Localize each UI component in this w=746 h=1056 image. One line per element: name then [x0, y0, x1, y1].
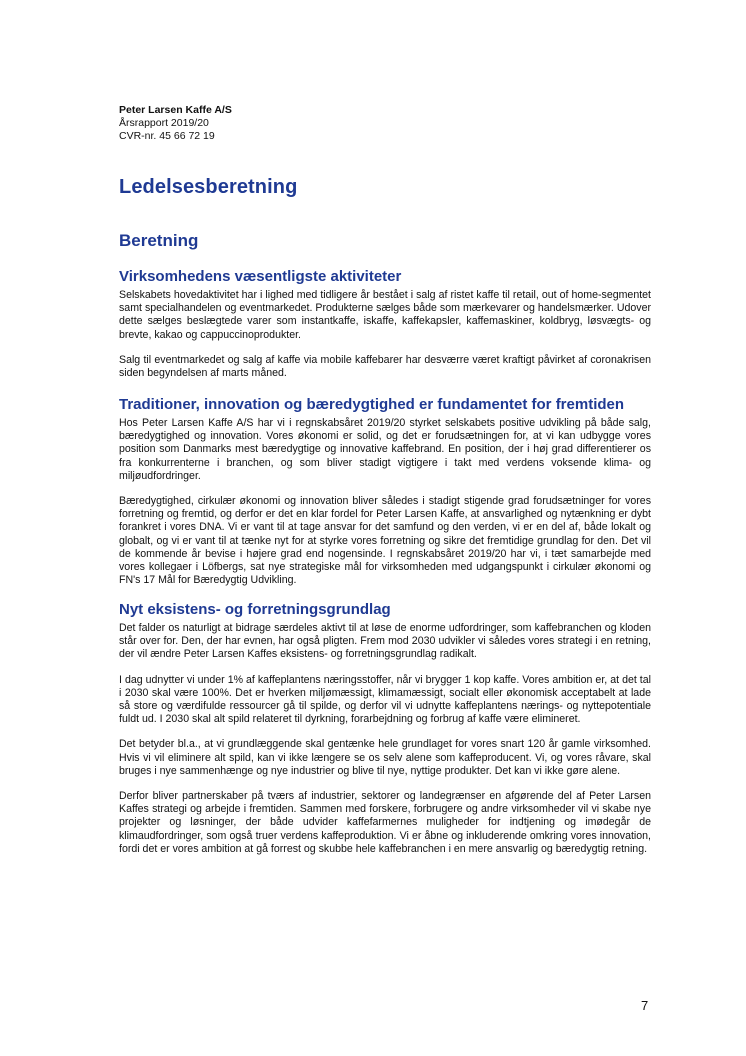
paragraph: Bæredygtighed, cirkulær økonomi og innovation bliver således i stadigt stigende grad forudsætninger for vores forretning og fremtid, og derfor er det en klar fordel for Peter Larsen Kaffe, at ansvarlighed og nytænkning er dybt forankret i vores DNA. Vi er vant til at tage ansvar for det samfund og den verden, vi er en del af, både lokalt og globalt, og vi er vant til at tænke nyt for at styrke vores forretning og sikre det fremtidige grundlag for den. Det vil de kommende år bevise i højere grad end nogensinde. I regnskabsåret 2019/20 har vi, i tæt samarbejde med vores kollegaer i Löfbergs, sat nye strategiske mål for virksomheden med udgangspunkt i cirkulær økonomi og FN's 17 Mål for Bæredygtig Udvikling.	[119, 495, 651, 587]
paragraph: I dag udnytter vi under 1% af kaffeplantens næringsstoffer, når vi brygger 1 kop kaffe. Vores ambition er, at det tal i 2030 skal være 100%. Det er hverken miljømæssigt, klimamæssigt, socialt eller økonomisk acceptabelt at lade så store og værdifulde ressourcer gå til spilde, og derfor vil vi udnytte kaffeplantens nærings- og nyttepotentiale fuldt ud. I 2030 skal alt spild relateret til dyrkning, forarbejdning og forbrug af kaffe være elimineret.	[119, 673, 651, 726]
section-heading: Traditioner, innovation og bæredygtighed er fundamentet for fremtiden	[119, 396, 625, 413]
paragraph: Derfor bliver partnerskaber på tværs af industrier, sektorer og landegrænser en afgørende del af Peter Larsen Kaffes strategi og arbejde i fremtiden. Sammen med forskere, forbrugere og andre virksomheder vil vi skabe nye projekter og løsninger, der både udvider kaffefarmernes muligheder for indtjening og imødegår de klimaudfordringer, som også truer verdens kaffeproduktion. Vi er åbne og inkluderende omkring vores innovation, fordi det er vores ambition at gå forrest og skubbe hele kaffebranchen i en mere ansvarlig og bæredygtig retning.	[119, 790, 651, 855]
section-title: Beretning	[119, 231, 199, 250]
cvr-number: CVR-nr. 45 66 72 19	[119, 130, 215, 142]
paragraph: Det betyder bl.a., at vi grundlæggende skal gentænke hele grundlaget for vores snart 120 år gamle virksomhed. Hvis vi vil eliminere alt spild, kan vi ikke længere se os selv alene som kaffeproducent. Vi, og vores råvare, skal bruges i nye sammenhænge og nye industrier og blive til nye, nyttige produkter. Det kan vi ikke gøre alene.	[119, 738, 651, 777]
paragraph: Hos Peter Larsen Kaffe A/S har vi i regnskabsåret 2019/20 styrket selskabets positive udvikling på både salg, bæredygtighed og innovation. Vores økonomi er solid, og det er forudsætningen for, at vi kan udbygge vores position som Danmarks mest bæredygtige og innovative kaffebrand. En position, der i høj grad differentierer os fra konkurrenterne i branchen, og som bliver stadigt vigtigere i takt med verdens voksende klima- og miljøudfordringer.	[119, 417, 651, 482]
company-name: Peter Larsen Kaffe A/S	[119, 104, 232, 116]
company-header	[119, 104, 232, 143]
section-heading: Nyt eksistens- og forretningsgrundlag	[119, 601, 391, 618]
section-heading: Virksomhedens væsentligste aktiviteter	[119, 268, 402, 285]
paragraph: Det falder os naturligt at bidrage særdeles aktivt til at løse de enorme udfordringer, som kaffebranchen og kloden står over for. Den, der har evnen, har også pligten. Frem mod 2030 udvikler vi således vores strategi i en retning, der vil ændre Peter Larsen Kaffes eksistens- og forretningsgrundlag radikalt.	[119, 622, 651, 661]
page-number: 7	[641, 998, 649, 1013]
section-traditions	[119, 396, 651, 599]
report-title: Årsrapport 2019/20	[119, 117, 209, 129]
document-title: Ledelsesberetning	[119, 176, 298, 198]
section-foundation	[119, 601, 651, 868]
paragraph: Salg til eventmarkedet og salg af kaffe via mobile kaffebarer har desværre været kraftigt påvirket af coronakrisen siden begyndelsen af marts måned.	[119, 353, 651, 380]
paragraph: Selskabets hovedaktivitet har i lighed med tidligere år bestået i salg af ristet kaffe til retail, out of home-segmentet samt specialhandelen og eventmarkedet. Produkterne sælges både som mærkevarer og handelsmærker. Udover dette sælges beslægtede varer som instantkaffe, iskaffe, kaffekapsler, kaffemaskiner, koldbryg, løsvægts- og brevte, kakao og cappuccinoprodukter.	[119, 289, 651, 341]
section-activities	[119, 268, 651, 392]
